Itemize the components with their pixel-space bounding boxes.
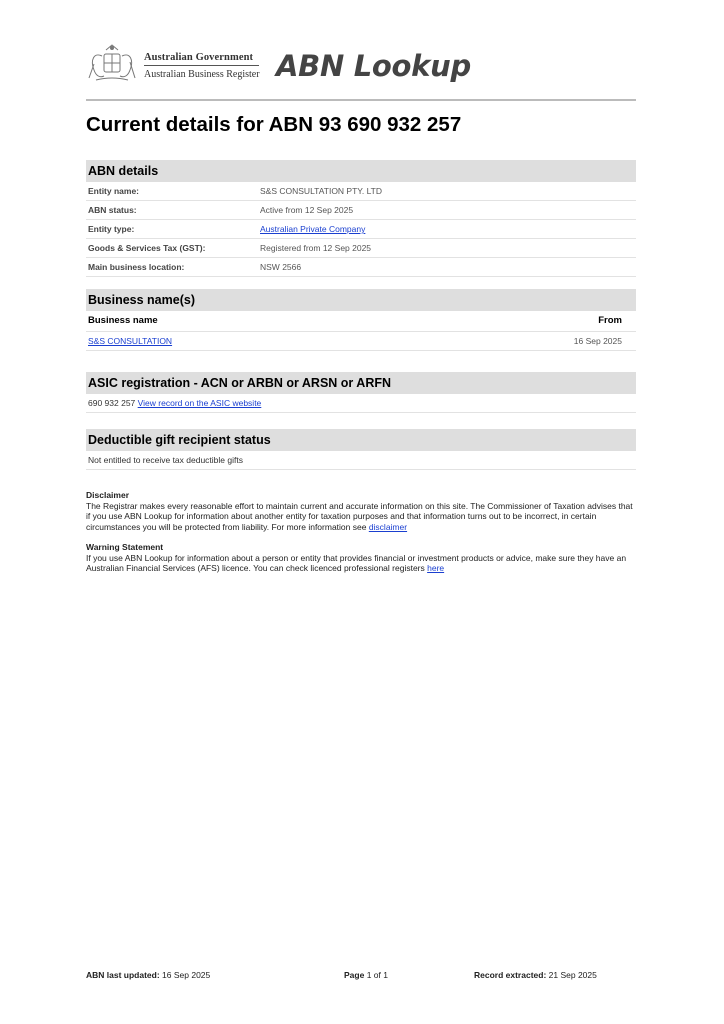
business-names-section xyxy=(86,289,636,351)
entity-type-value xyxy=(260,220,365,238)
detail-label: ABN status: xyxy=(88,205,137,215)
footer-updated-value: 16 Sep 2025 xyxy=(162,970,211,980)
detail-row xyxy=(86,220,636,239)
coat-of-arms-icon xyxy=(86,42,138,84)
asic-record-link[interactable]: View record on the ASIC website xyxy=(137,398,262,408)
abn-details-section xyxy=(86,160,636,277)
footer-page-label: Page xyxy=(344,970,365,980)
register-label: Australian Business Register xyxy=(144,69,260,80)
footer-extracted xyxy=(474,970,597,980)
detail-label: Entity name: xyxy=(88,186,140,196)
government-label: Australian Government xyxy=(144,52,254,63)
section-heading: Business name(s) xyxy=(86,289,636,311)
detail-row xyxy=(86,182,636,201)
header-rule xyxy=(86,99,636,101)
location-value: NSW 2566 xyxy=(260,262,302,272)
footer-extracted-value: 21 Sep 2025 xyxy=(548,970,597,980)
table-row xyxy=(86,332,636,351)
business-name-from: 16 Sep 2025 xyxy=(573,336,622,346)
footer-page-value: 1 of 1 xyxy=(366,970,388,980)
dgr-section xyxy=(86,429,636,470)
page-title: Current details for ABN 93 690 932 257 xyxy=(86,113,462,136)
footer-updated xyxy=(86,970,210,980)
gst-value: Registered from 12 Sep 2025 xyxy=(260,243,372,253)
disclaimer-block xyxy=(86,490,636,532)
registers-link[interactable]: here xyxy=(427,563,445,573)
disclaimer-heading: Disclaimer xyxy=(86,490,129,500)
notes xyxy=(86,490,636,584)
acn-number: 690 932 257 xyxy=(88,398,136,408)
app-title: ABN Lookup xyxy=(276,49,471,83)
dgr-status-text: Not entitled to receive tax deductible gifts xyxy=(86,451,636,470)
detail-label: Main business location: xyxy=(88,262,185,272)
footer-extracted-label: Record extracted: xyxy=(474,970,547,980)
header-divider xyxy=(144,65,259,66)
warning-heading: Warning Statement xyxy=(86,542,164,552)
section-heading: Deductible gift recipient status xyxy=(86,429,636,451)
detail-row xyxy=(86,258,636,277)
asic-row xyxy=(86,394,636,413)
detail-row xyxy=(86,201,636,220)
footer-updated-label: ABN last updated: xyxy=(86,970,160,980)
detail-label: Entity type: xyxy=(88,224,135,234)
business-name-link[interactable]: S&S CONSULTATION xyxy=(88,336,173,346)
warning-block xyxy=(86,542,636,574)
column-header-name: Business name xyxy=(88,315,158,326)
footer-page xyxy=(344,970,388,980)
abn-status-value: Active from 12 Sep 2025 xyxy=(260,205,354,215)
entity-name-value: S&S CONSULTATION PTY. LTD xyxy=(260,186,383,196)
column-header-from: From xyxy=(598,315,622,326)
table-header xyxy=(86,311,636,332)
detail-label: Goods & Services Tax (GST): xyxy=(88,243,206,253)
page-header xyxy=(86,40,636,100)
warning-text: If you use ABN Lookup for information about a person or entity that provides financial or investment products or advice, make sure they have an Australian Financial Services (AFS) licence. You can check licenced professional registers xyxy=(86,552,627,573)
entity-type-link[interactable]: Australian Private Company xyxy=(260,224,366,234)
section-heading: ABN details xyxy=(86,160,636,182)
asic-section xyxy=(86,372,636,413)
disclaimer-text: The Registrar makes every reasonable effort to maintain current and accurate information on this site. The Commissioner of Taxation advises that if you use ABN Lookup for information about another entity for taxation purposes and that information turns out to be incorrect, in certain circumstances you will be protected from liability. For more information see xyxy=(86,500,633,532)
detail-row xyxy=(86,239,636,258)
section-heading: ASIC registration - ACN or ARBN or ARSN or ARFN xyxy=(86,372,636,394)
disclaimer-link[interactable]: disclaimer xyxy=(368,521,408,532)
